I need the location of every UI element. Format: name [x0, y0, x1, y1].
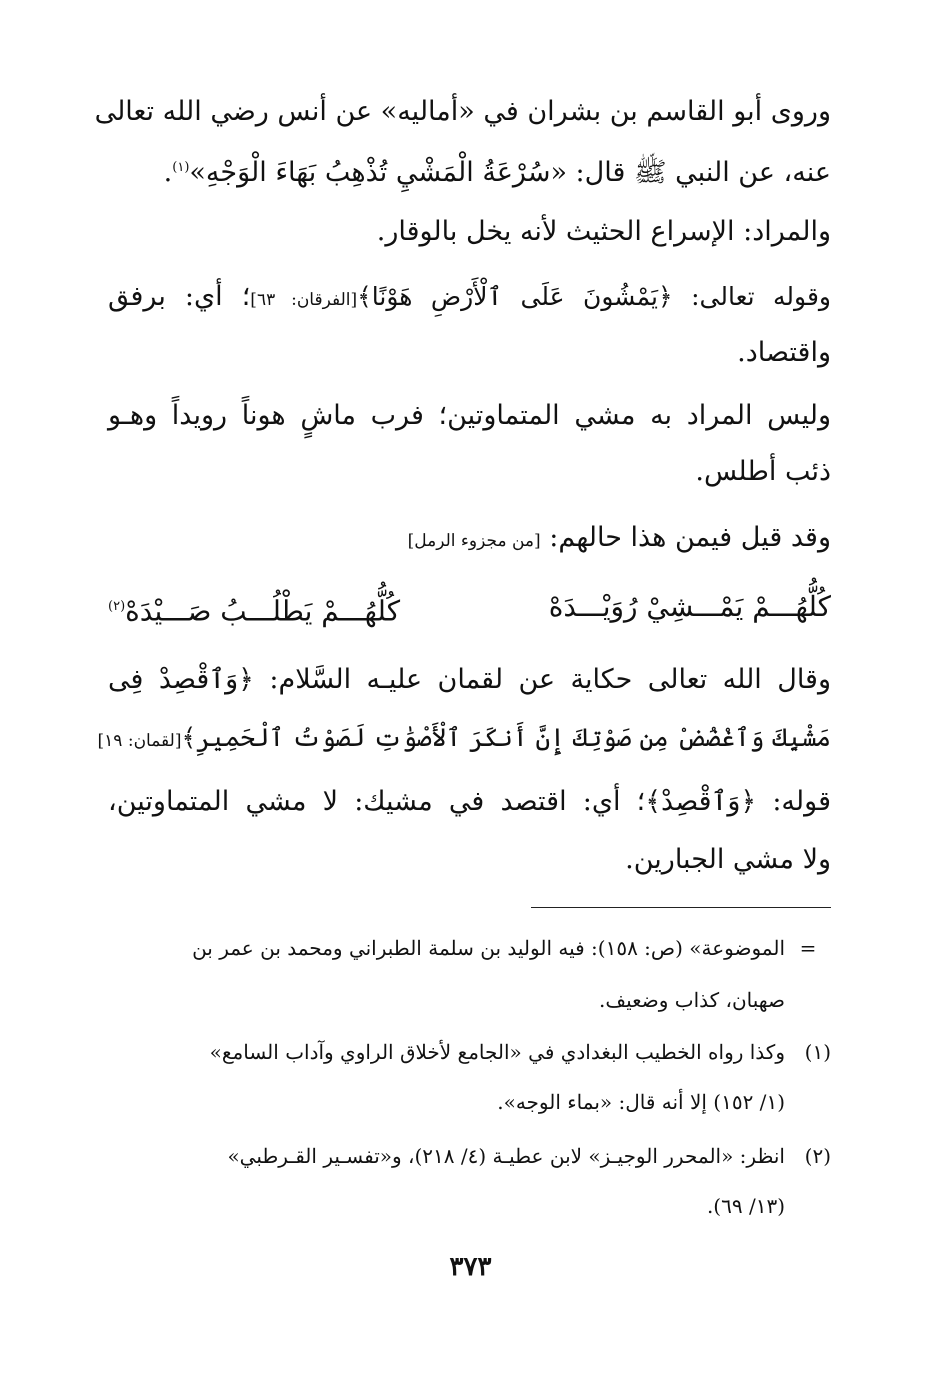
quran-verse-luqman: مَشْيِكَ وَٱغْضُضْ مِن صَوْتِكَ إِنَّ أَنكَرَ ٱلْأَصْوَٰتِ لَصَوْتُ ٱلْحَمِيرِ﴾	[181, 723, 831, 752]
paragraph-1-line-1: وروى أبو القاسم بن بشران في «أماليه» عن أنس رضي الله تعالى	[94, 96, 831, 127]
page-number: ٣٧٣	[449, 1252, 492, 1282]
hadith-text: عنه، عن النبي ﷺ قال: «سُرْعَةُ الْمَشْيِ تُذْهِبُ بَهَاءَ الْوَجْهِ»	[189, 157, 831, 188]
footnote-1-line-1	[111, 1036, 831, 1068]
paragraph-3-tail: ؛ أي: برفق	[108, 281, 251, 312]
paragraph-4-line-1: وليس المراد به مشي المتماوتين؛ فرب ماشٍ هوناً رويداً وهـو	[108, 400, 831, 431]
continuation-marker: =	[799, 936, 817, 960]
footnote-2-number: (٢)	[804, 1144, 831, 1168]
paragraph-6-line-2	[97, 718, 831, 761]
paragraph-7-line-2: ولا مشي الجبارين.	[625, 844, 831, 875]
footnote-1-line-2: (١/ ١٥٢) إلا أنه قال: «بماء الوجه».	[497, 1090, 785, 1114]
paragraph-3-line-1	[108, 277, 831, 320]
poetry-verse	[108, 582, 831, 632]
period: .	[163, 157, 173, 188]
paragraph-5-line-1	[108, 518, 831, 561]
quran-ref-luqman: [لقمان: ١٩]	[97, 731, 182, 751]
verse-hemistich-left: كُلُّهُـــمْ يَطْلُـــبُ صَـــيْدَهْ	[125, 594, 401, 628]
paragraph-2: والمراد: الإسراع الحثيث لأنه يخل بالوقار.	[376, 216, 831, 247]
footnote-2-line-1	[111, 1140, 831, 1172]
footnote-continued-text: الموضوعة» (ص: ١٥٨): فيه الوليد بن سلمة الطبراني ومحمد بن عمر بن	[192, 936, 785, 960]
footnote-1-text: وكذا رواه الخطيب البغدادي في «الجامع لأخلاق الراوي وآداب السامع»	[209, 1040, 785, 1064]
paragraph-7-line-1: قوله: ﴿وَٱقْصِدْ﴾؛ أي: اقتصد في مشيك: لا مشي المتماوتين،	[108, 786, 831, 817]
paragraph-6-line-1: وقال الله تعالى حكاية عن لقمان عليـه السَّلام: ﴿وَٱقْصِدْ فِى	[108, 664, 831, 695]
verse-hemistich-left-wrap	[108, 582, 400, 632]
paragraph-4-line-2: ذئب أطلس.	[695, 456, 831, 487]
footnote-continued-line-1	[111, 932, 831, 964]
verse-hemistich-right: كُلُّهُـــمْ يَمْـــشِيْ رُوَيْـــدَهْ	[548, 590, 831, 623]
footnote-continued-line-2: صهبان، كذاب وضعيف.	[599, 988, 785, 1012]
paragraph-1-line-2	[108, 148, 831, 193]
quran-verse-furqan: وقوله تعالى: ﴿يَمْشُونَ عَلَى ٱلْأَرْضِ هَوْنًا﴾	[357, 282, 831, 311]
verse-intro: وقد قيل فيمن هذا حالهم:	[549, 522, 831, 553]
footnote-1-number: (١)	[804, 1040, 831, 1064]
poetic-meter: [من مجزوء الرمل]	[407, 531, 541, 551]
footnote-divider	[531, 907, 831, 908]
footnote-ref-1: (١)	[172, 160, 190, 175]
footnote-2-text: انظر: «المحرر الوجيـز» لابن عطيـة (٤/ ٢١٨)، و«تفسـير القـرطبي»	[227, 1144, 785, 1168]
footnote-2-line-2: (١٣/ ٦٩).	[706, 1194, 785, 1218]
paragraph-3-line-2: واقتصاد.	[737, 337, 831, 368]
quran-ref-furqan: [الفرقان: ٦٣]	[250, 290, 358, 310]
footnote-ref-2: (٢)	[108, 599, 126, 614]
